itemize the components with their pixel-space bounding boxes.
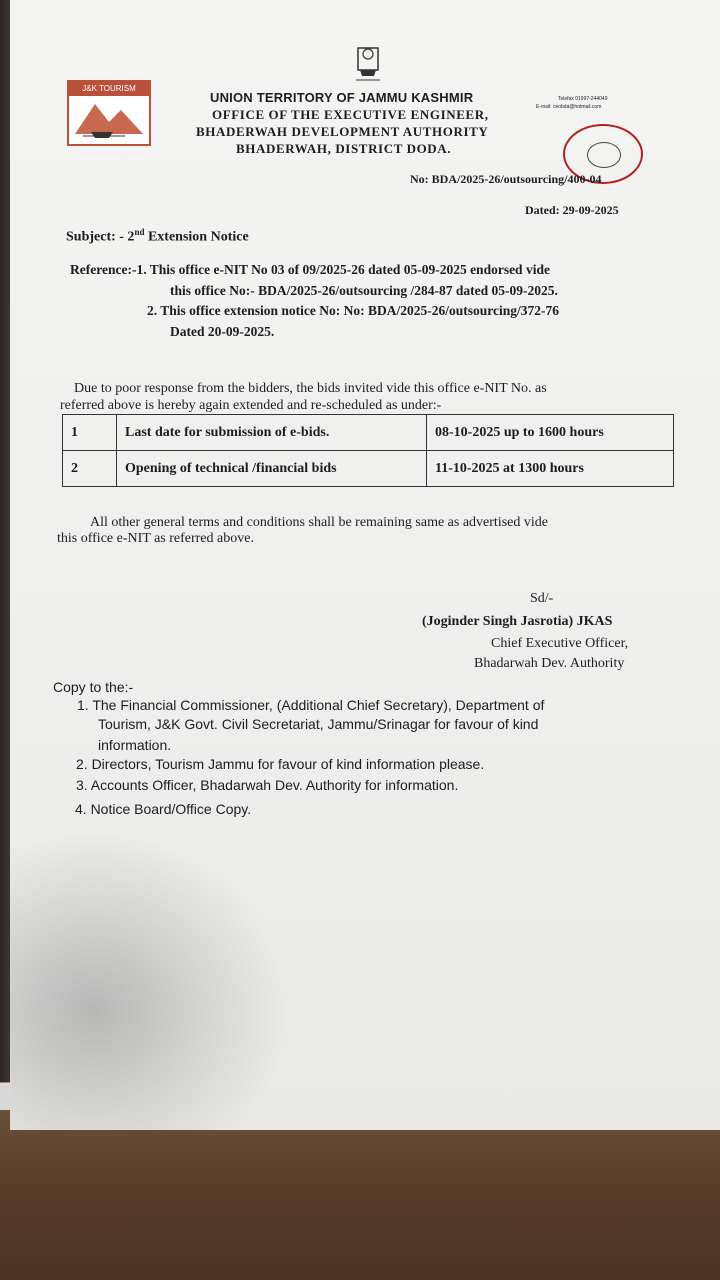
reference-1-line-2: this office No:- BDA/2025-26/outsourcing /284-87 dated 05-09-2025. [170,283,558,298]
schedule-item: Last date for submission of e-bids. [117,415,427,451]
signature-sd: Sd/- [530,591,554,606]
state-emblem-icon [338,44,398,84]
serial-number: 2 [63,451,117,487]
document-page [10,0,720,1130]
header-line-2: OFFICE OF THE EXECUTIVE ENGINEER, [212,107,489,122]
closing-line-2: this office e-NIT as referred above. [57,531,254,546]
header-line-4: BHADERWAH, DISTRICT DODA. [236,141,452,156]
header-line-1: UNION TERRITORY OF JAMMU KASHMIR [210,90,474,105]
table-row [63,415,674,451]
reference-1-line-1: Reference:-1. This office e-NIT No 03 of 09/2025-26 dated 05-09-2025 endorsed vide [70,262,550,277]
signatory-designation: Chief Executive Officer, [491,636,629,651]
table-surface [0,1110,720,1280]
reference-number: No: BDA/2025-26/outsourcing/400-04 [410,172,602,186]
telefax: Telefax 01997-244049 [558,96,608,102]
signatory-name: (Joginder Singh Jasrotia) JKAS [422,614,613,629]
reference-2-line-1: 2. This office extension notice No: No: BDA/2025-26/outsourcing/372-76 [147,303,559,318]
schedule-value: 08-10-2025 up to 1600 hours [427,415,674,451]
schedule-value: 11-10-2025 at 1300 hours [427,451,674,487]
table-row [63,451,674,487]
header-line-3: BHADERWAH DEVELOPMENT AUTHORITY [196,124,489,139]
copy-to-item-1: 1. The Financial Commissioner, (Additional Chief Secretary), Department of [77,697,545,713]
copy-to-heading: Copy to the:- [53,679,134,695]
reference-2-line-2: Dated 20-09-2025. [170,324,275,339]
copy-to-item-1-end: information. [98,737,172,753]
schedule-item: Opening of technical /financial bids [117,451,427,487]
serial-number: 1 [63,415,117,451]
schedule-table [62,414,674,487]
document-date: Dated: 29-09-2025 [525,203,619,217]
subject: Subject: - 2nd Extension Notice [66,227,249,245]
copy-to-item-4: 4. Notice Board/Office Copy. [75,801,252,817]
intro-line-2: referred above is hereby again extended and re-scheduled as under:- [60,398,442,413]
email: E-mail: ceobda@hotmail.com [536,104,602,110]
jk-tourism-logo [67,80,151,146]
shadow [10,830,290,1130]
intro-line-1: Due to poor response from the bidders, the bids invited vide this office e-NIT No. as [74,381,547,396]
copy-to-item-2: 2. Directors, Tourism Jammu for favour of kind information please. [76,756,485,772]
signatory-organization: Bhadarwah Dev. Authority [474,656,625,671]
closing-line-1: All other general terms and conditions shall be remaining same as advertised vide [90,515,548,530]
copy-to-item-1-cont: Tourism, J&K Govt. Civil Secretariat, Jammu/Srinagar for favour of kind [98,716,539,732]
logo-text: J&K TOURISM [69,82,149,96]
mountain-icon [69,96,149,146]
copy-to-item-3: 3. Accounts Officer, Bhadarwah Dev. Authority for information. [76,777,459,793]
